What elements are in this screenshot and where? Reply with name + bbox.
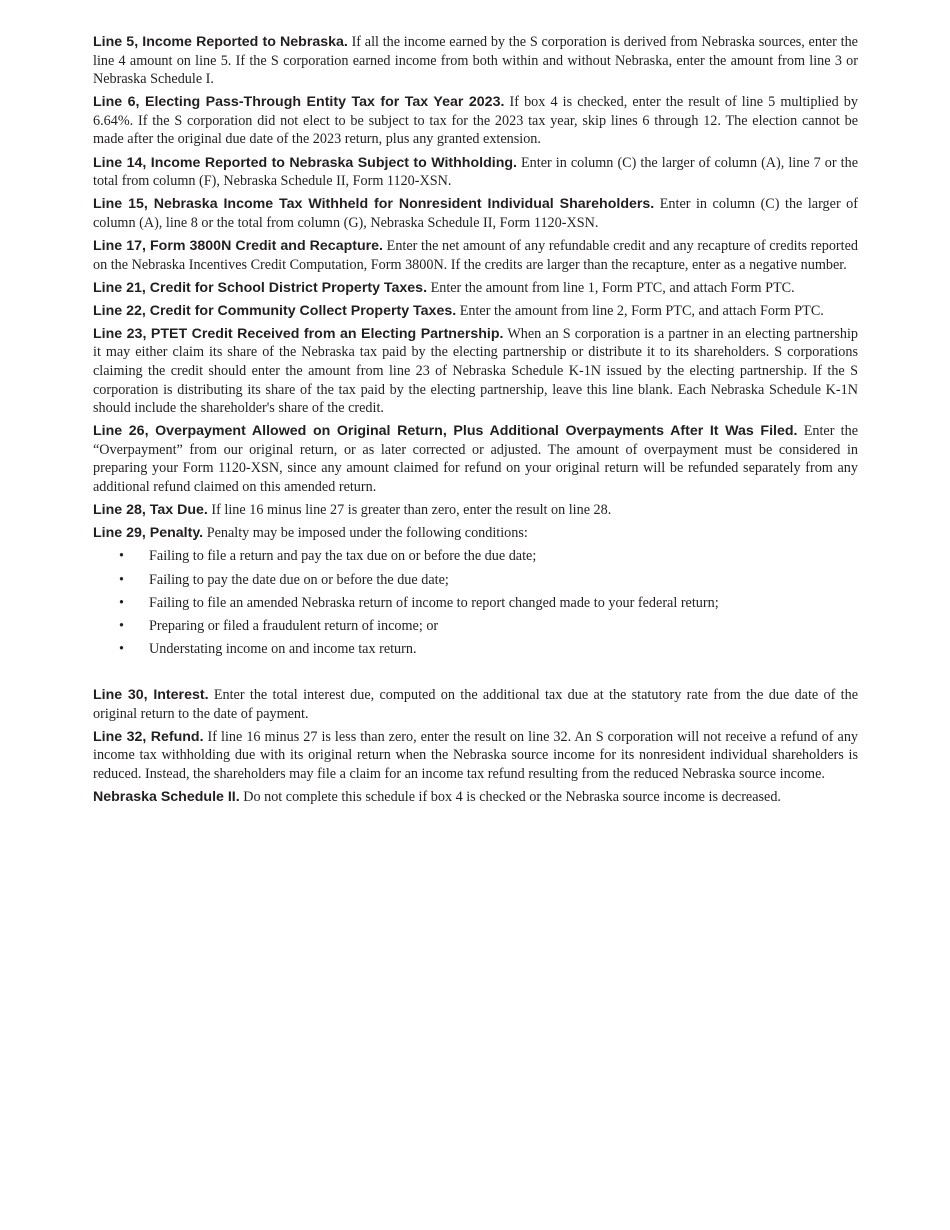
heading-line-17: Line 17, Form 3800N Credit and Recapture. [93, 237, 383, 254]
bullet-icon: • [119, 571, 124, 588]
list-item [93, 547, 858, 566]
text-line-22: Enter the amount from line 2, Form PTC, and attach Form PTC. [456, 302, 824, 319]
heading-line-14: Line 14, Income Reported to Nebraska Subject to Withholding. [93, 154, 517, 171]
list-item [93, 571, 858, 590]
paragraph-line-30 [93, 686, 858, 723]
heading-line-26: Line 26, Overpayment Allowed on Original Return, Plus Additional Overpayments After It Was Filed. [93, 423, 798, 440]
heading-line-5: Line 5, Income Reported to Nebraska. [93, 34, 348, 50]
paragraph-line-17 [93, 237, 858, 274]
list-item-text: Understating income on and income tax return. [149, 641, 417, 658]
text-line-32: If line 16 minus 27 is less than zero, enter the result on line 32. An S corporation will not receive a refund of any income tax withholding due with its original return when the Nebraska source income for its nonresident individual shareholders is reduced. Instead, the shareholders may file a claim for an income tax refund resulting from the reduced Nebraska source income. [93, 728, 859, 782]
text-schedule-ii: Do not complete this schedule if box 4 is checked or the Nebraska source income is decreased. [239, 789, 781, 806]
heading-line-15: Line 15, Nebraska Income Tax Withheld for Nonresident Individual Shareholders. [93, 196, 655, 213]
heading-line-28: Line 28, Tax Due. [93, 502, 208, 519]
heading-line-6: Line 6, Electing Pass-Through Entity Tax for Tax Year 2023. [93, 94, 505, 111]
text-line-17: Enter the net amount of any refundable credit and any recapture of credits reported on the Nebraska Incentives Credit Computation, Form 3800N. If the credits are larger than the recapture, enter as a negative number. [93, 237, 858, 273]
text-line-6: If box 4 is checked, enter the result of line 5 multiplied by 6.64%. If the S corporation did not elect to be subject to tax for the 2023 tax year, skip lines 6 through 12. The election cannot be made after the original due date of the 2023 return, plus any granted extension. [93, 94, 858, 148]
heading-line-30: Line 30, Interest. [93, 687, 209, 704]
heading-schedule-ii: Nebraska Schedule II. [93, 789, 240, 806]
heading-line-21: Line 21, Credit for School District Property Taxes. [93, 279, 428, 296]
heading-line-23: Line 23, PTET Credit Received from an Electing Partnership. [93, 325, 504, 342]
heading-line-22: Line 22, Credit for Community Collect Property Taxes. [93, 302, 457, 319]
list-item-text: Failing to file an amended Nebraska return of income to report changed made to your federal return; [149, 594, 719, 611]
text-line-26: Enter the “Overpayment” from our original return, or as later corrected or adjusted. The amount of overpayment must be considered in preparing your Form 1120-XSN, since any amount claimed for refund on your original return will be refunded separately from any additional refund claimed on this amended return. [93, 423, 859, 496]
paragraph-line-29 [93, 524, 858, 543]
penalty-conditions-list [93, 547, 858, 659]
paragraph-line-26 [93, 422, 858, 496]
list-item [93, 640, 858, 659]
list-item [93, 617, 858, 636]
list-item-text: Failing to pay the date due on or before the due date; [149, 571, 449, 588]
paragraph-line-15 [93, 195, 858, 232]
paragraph-line-14 [93, 154, 858, 191]
text-line-15: Enter in column (C) the larger of column (A), line 8 or the total from column (G), Nebraska Schedule II, Form 1120-XSN. [93, 196, 858, 231]
paragraph-line-32 [93, 728, 858, 784]
list-item-text: Failing to file a return and pay the tax due on or before the due date; [149, 548, 537, 565]
paragraph-line-23 [93, 325, 858, 418]
bullet-icon: • [119, 594, 124, 611]
list-item [93, 594, 858, 613]
paragraph-schedule-ii [93, 788, 858, 807]
bullet-icon: • [119, 641, 124, 658]
paragraph-line-28 [93, 501, 858, 520]
paragraph-line-22 [93, 302, 858, 321]
text-line-23: When an S corporation is a partner in an electing partnership it may either claim its share of the Nebraska tax paid by the electing partnership or distribute it to its shareholders. S corporations claiming the credit should enter the amount from line 23 of Nebraska Schedule K-1N issued by the electing partnership. If the S corporation is distributing its share of the tax paid by the electing partnership, leave this line blank. Each Nebraska Schedule K-1N should include the shareholder's share of the credit. [93, 325, 858, 417]
bullet-icon: • [119, 618, 124, 635]
paragraph-line-6 [93, 93, 858, 149]
text-line-30: Enter the total interest due, computed on the additional tax due at the statutory rate from the due date of the original return to the date of payment. [93, 687, 858, 722]
bullet-icon: • [119, 548, 124, 565]
paragraph-line-5 [93, 33, 858, 89]
text-line-5: If all the income earned by the S corporation is derived from Nebraska sources, enter the line 4 amount on line 5. If the S corporation earned income from both within and without Nebraska, enter the amount from line 3 or Nebraska Schedule I. [93, 34, 858, 88]
instructions-page [93, 33, 858, 811]
heading-line-32: Line 32, Refund. [93, 728, 204, 745]
text-line-14: Enter in column (C) the larger of column (A), line 7 or the total from column (F), Nebraska Schedule II, Form 1120-XSN. [93, 154, 858, 190]
paragraph-line-21 [93, 279, 858, 298]
list-item-text: Preparing or filed a fraudulent return of income; or [149, 618, 439, 635]
text-line-21: Enter the amount from line 1, Form PTC, and attach Form PTC. [427, 279, 795, 296]
heading-line-29: Line 29, Penalty. [93, 525, 204, 542]
text-line-29: Penalty may be imposed under the following conditions: [203, 525, 528, 542]
text-line-28: If line 16 minus line 27 is greater than zero, enter the result on line 28. [207, 502, 612, 519]
